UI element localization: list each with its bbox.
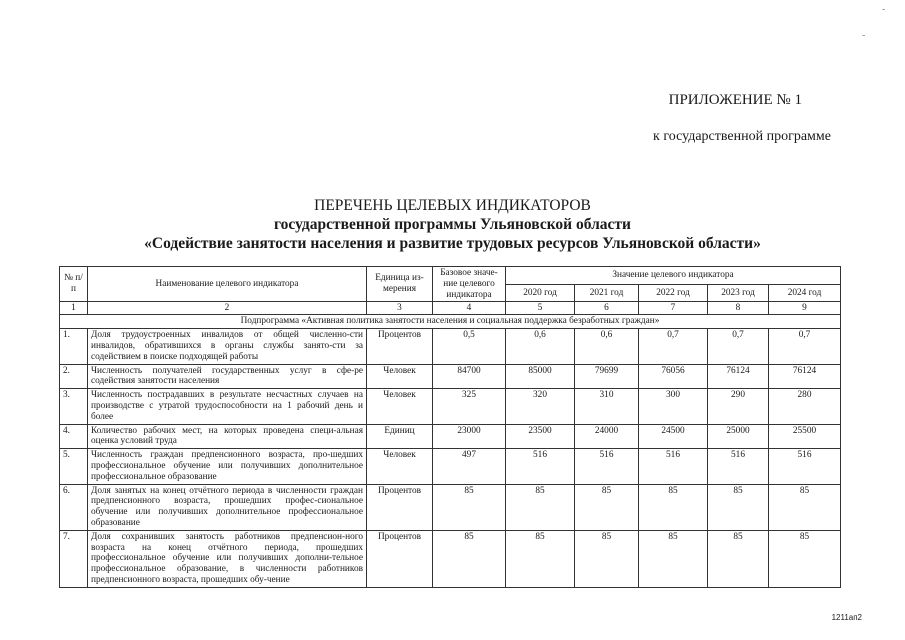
column-number: 6 [575,302,639,315]
row-value-2024: 516 [769,449,841,484]
row-indicator-name: Количество рабочих мест, на которых проведена специ-альная оценка условий труда [88,424,367,449]
row-value-2022: 24500 [639,424,708,449]
row-value-2022: 76056 [639,364,708,389]
row-unit: Человек [367,449,433,484]
row-unit: Человек [367,389,433,424]
header-year: 2024 год [769,284,841,302]
row-value-2023: 290 [708,389,769,424]
row-base: 497 [433,449,506,484]
row-base: 85 [433,530,506,587]
row-value-2020: 23500 [506,424,575,449]
title-line-2: государственной программы Ульяновской области [274,216,631,233]
row-value-2024: 85 [769,484,841,530]
header-name: Наименование целевого индикатора [88,267,367,302]
row-unit: Процентов [367,530,433,587]
row-value-2020: 516 [506,449,575,484]
header-base: Базовое значе-ние целевого индикатора [433,267,506,302]
scan-mark: - [862,30,866,41]
row-value-2020: 85 [506,530,575,587]
row-value-2024: 76124 [769,364,841,389]
document-title [0,196,905,253]
header-year: 2022 год [639,284,708,302]
title-line-1: ПЕРЕЧЕНЬ ЦЕЛЕВЫХ ИНДИКАТОРОВ [314,197,591,214]
row-value-2021: 0,6 [575,329,639,364]
row-value-2020: 320 [506,389,575,424]
row-base: 23000 [433,424,506,449]
row-num: 5. [60,449,88,484]
indicators-table [59,266,841,588]
row-value-2023: 25000 [708,424,769,449]
row-indicator-name: Доля занятых на конец отчётного периода в численности граждан предпенсионного возраста, прошедших профес-сиональное обучение или получивших дополнительное профессиональное образование [88,484,367,530]
row-unit: Единиц [367,424,433,449]
row-value-2023: 85 [708,484,769,530]
column-numbers-row [60,302,841,315]
row-indicator-name: Доля трудоустроенных инвалидов от общей численно-сти инвалидов, обратившихся в органы службы занято-сти за содействием в поиске подходящей работы [88,329,367,364]
header-year: 2023 год [708,284,769,302]
row-value-2021: 310 [575,389,639,424]
row-value-2023: 85 [708,530,769,587]
subprogram-title: Подпрограмма «Активная политика занятости населения и социальная поддержка безработных граждан» [60,315,841,329]
row-unit: Процентов [367,329,433,364]
row-num: 3. [60,389,88,424]
row-value-2024: 0,7 [769,329,841,364]
header-num: № п/п [60,267,88,302]
row-value-2020: 85000 [506,364,575,389]
subprogram-row [60,315,841,329]
row-value-2020: 85 [506,484,575,530]
scan-mark: - [882,4,886,15]
row-indicator-name: Доля сохранивших занятость работников предпенсион-ного возраста на конец отчётного периода, прошедших профессиональное обучение или получивших дополни-тельное профессиональное образование, в численности работников предпенсионного возраста, прошедших обу-чение [88,530,367,587]
column-number: 1 [60,302,88,315]
header-row [60,267,841,285]
header-year: 2020 год [506,284,575,302]
row-value-2023: 76124 [708,364,769,389]
column-number: 8 [708,302,769,315]
table-row [60,484,841,530]
row-value-2020: 0,6 [506,329,575,364]
row-value-2021: 85 [575,484,639,530]
row-value-2022: 516 [639,449,708,484]
table-row [60,449,841,484]
row-num: 7. [60,530,88,587]
table-row [60,389,841,424]
row-value-2022: 85 [639,484,708,530]
row-value-2021: 516 [575,449,639,484]
column-number: 9 [769,302,841,315]
row-base: 84700 [433,364,506,389]
row-value-2024: 25500 [769,424,841,449]
row-value-2022: 300 [639,389,708,424]
column-number: 2 [88,302,367,315]
appendix-subtitle: к государственной программе [653,129,831,144]
header-year: 2021 год [575,284,639,302]
row-num: 6. [60,484,88,530]
document-code: 1211ап2 [831,613,862,622]
row-unit: Человек [367,364,433,389]
table-row [60,530,841,587]
row-value-2023: 516 [708,449,769,484]
row-value-2023: 0,7 [708,329,769,364]
header-value-group: Значение целевого индикатора [506,267,841,285]
row-indicator-name: Численность граждан предпенсионного возраста, про-шедших профессиональное обучение или получивших дополнительное профессиональное образование [88,449,367,484]
column-number: 5 [506,302,575,315]
row-value-2022: 0,7 [639,329,708,364]
header-unit: Единица из-мерения [367,267,433,302]
column-number: 3 [367,302,433,315]
table-row [60,329,841,364]
row-base: 0,5 [433,329,506,364]
row-num: 2. [60,364,88,389]
row-value-2022: 85 [639,530,708,587]
row-value-2021: 24000 [575,424,639,449]
title-line-3: «Содействие занятости населения и развитие трудовых ресурсов Ульяновской области» [144,235,761,252]
row-value-2021: 85 [575,530,639,587]
column-number: 4 [433,302,506,315]
row-num: 1. [60,329,88,364]
appendix-label: ПРИЛОЖЕНИЕ № 1 [668,92,802,108]
row-value-2021: 79699 [575,364,639,389]
column-number: 7 [639,302,708,315]
row-indicator-name: Численность пострадавших в результате несчастных случаев на производстве с утратой трудоспособности на 1 рабочий день и более [88,389,367,424]
table-row [60,364,841,389]
row-value-2024: 280 [769,389,841,424]
row-base: 85 [433,484,506,530]
row-num: 4. [60,424,88,449]
table-row [60,424,841,449]
row-unit: Процентов [367,484,433,530]
row-indicator-name: Численность получателей государственных услуг в сфе-ре содействия занятости населения [88,364,367,389]
row-value-2024: 85 [769,530,841,587]
row-base: 325 [433,389,506,424]
